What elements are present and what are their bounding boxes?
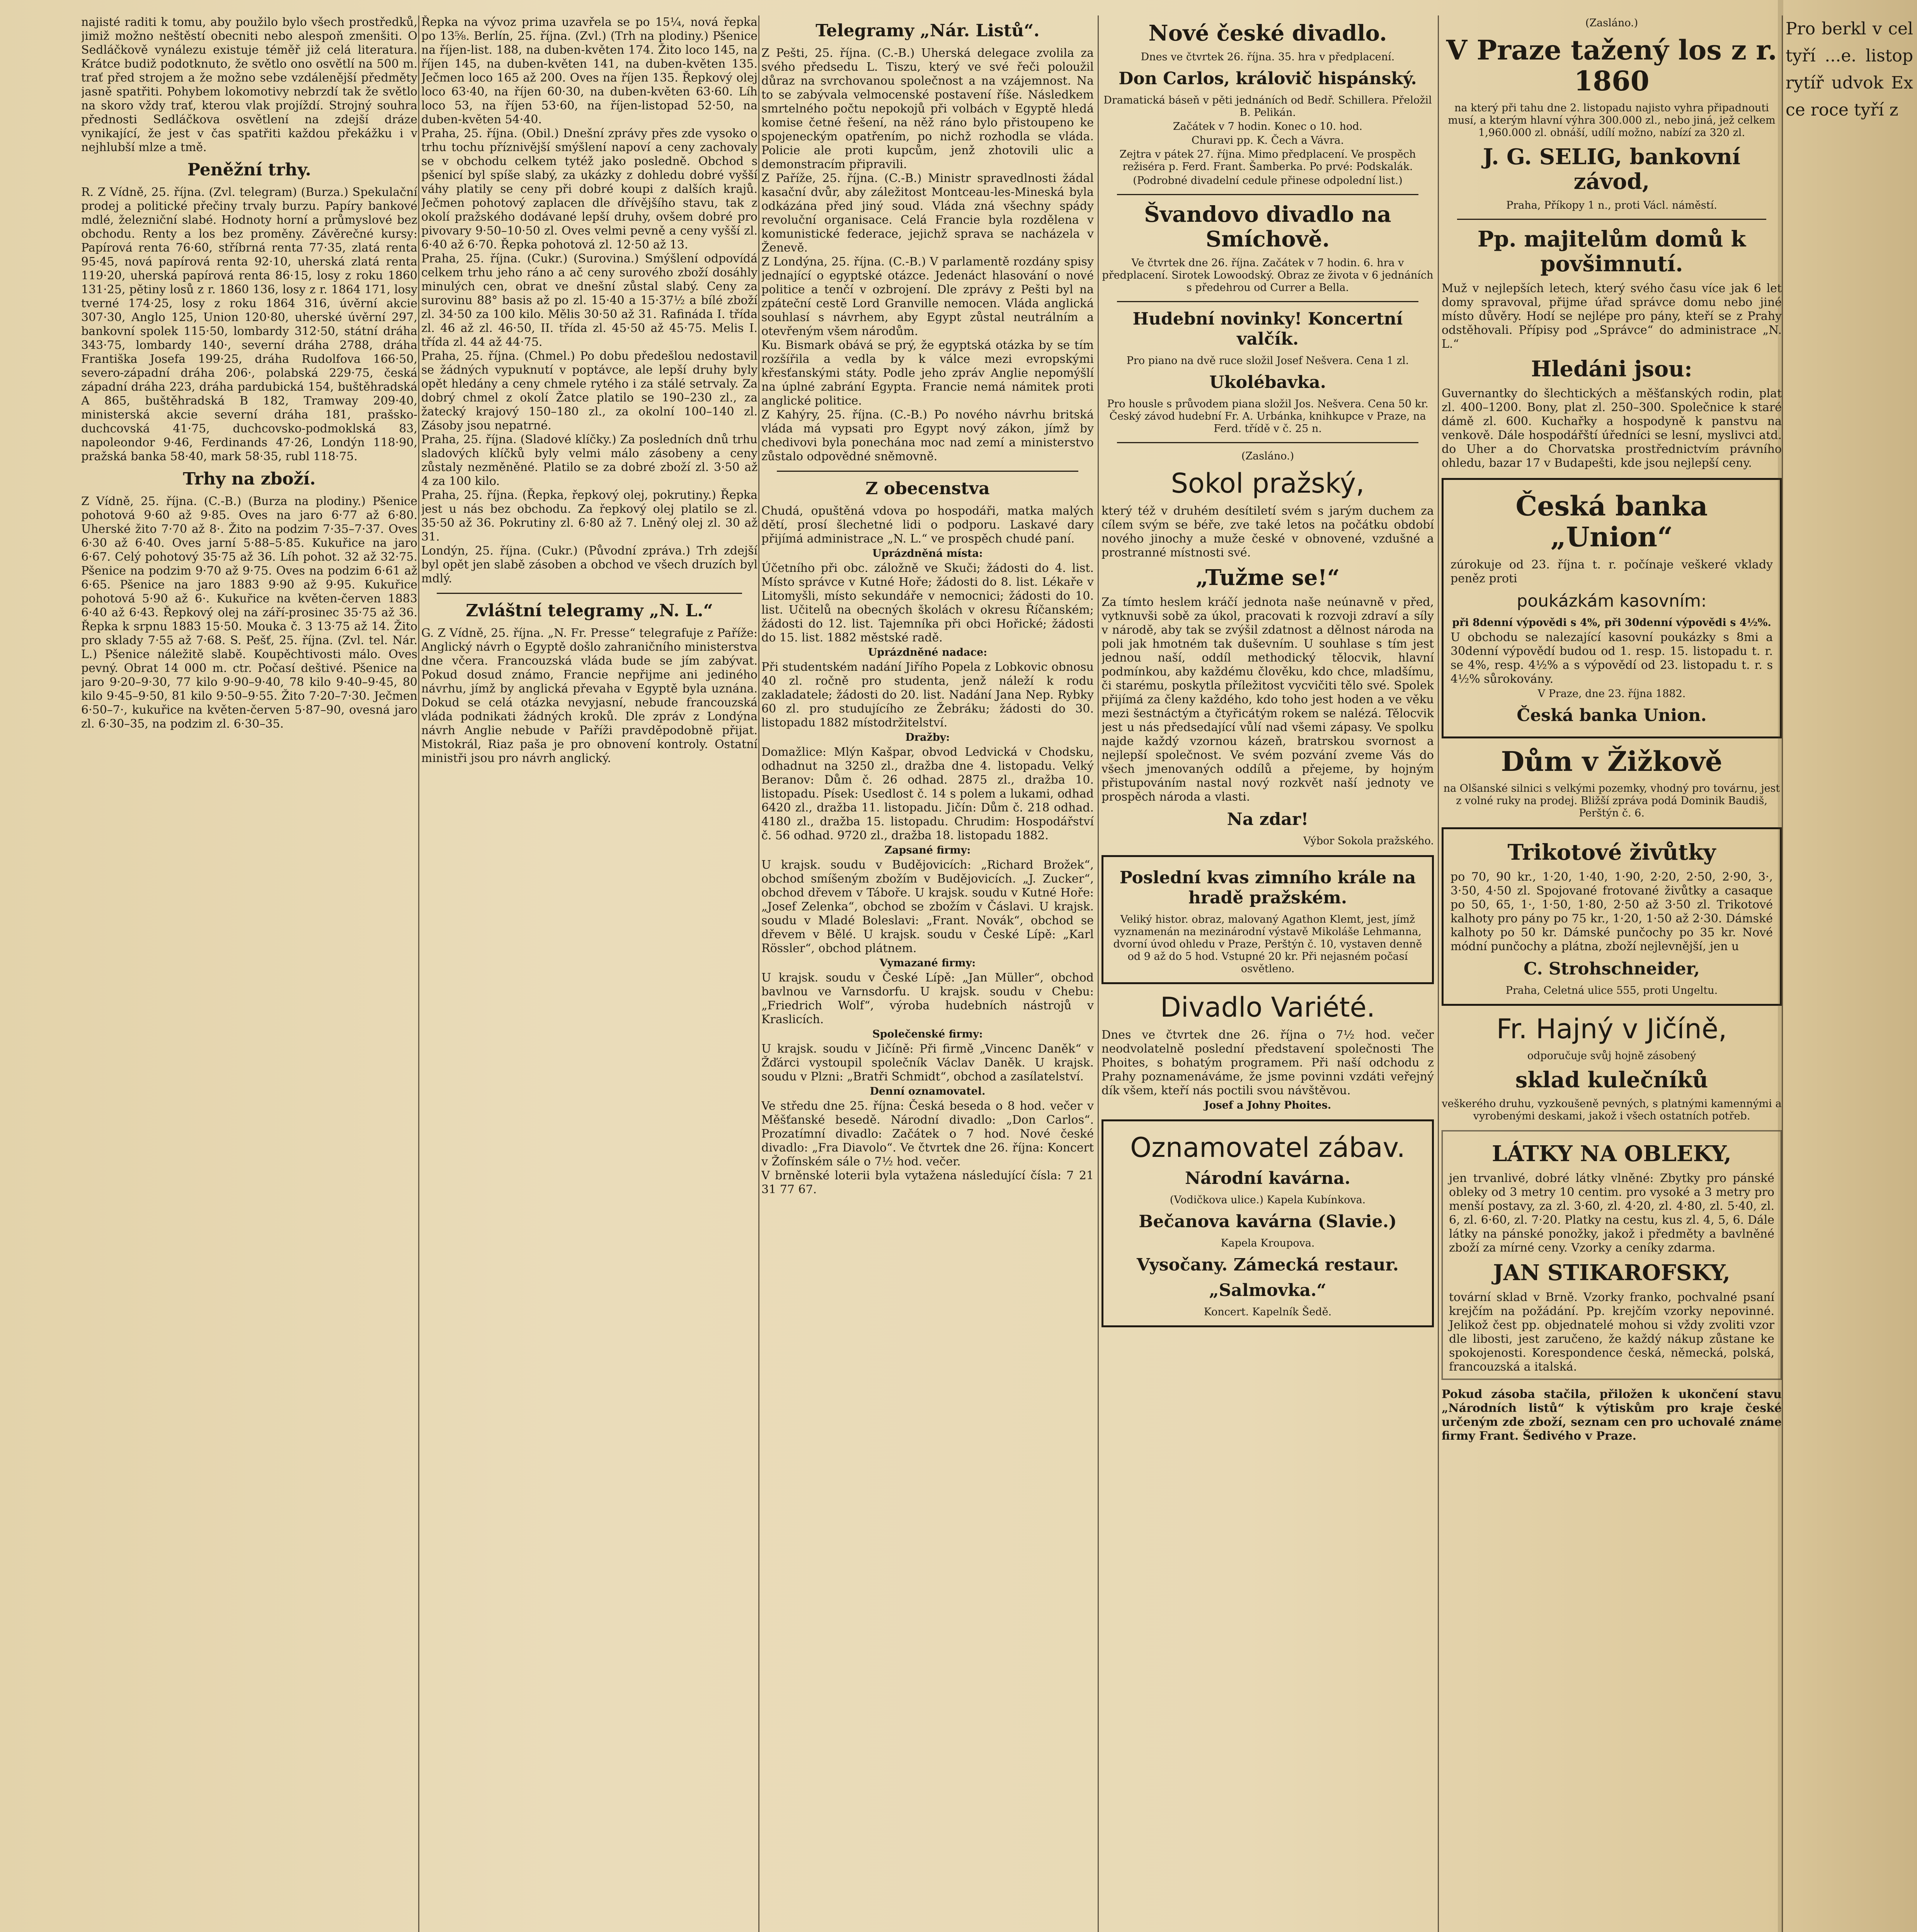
- page-fold: [1778, 0, 1783, 1932]
- bank-union-signature: Česká banka Union.: [1517, 706, 1707, 725]
- article-text: Praha, 25. října. (Cukr.) (Surovina.) Smýšlení odpovídá celkem trhu jeho ráno a ač ceny surového zboží dosáhly minulých cen, obrat ve dnešní zůstal slabý. Ceny za surovinu 88° basis až po zl. 15·40 a 15·37½ a bílé zboží zl. 34·50 za 100 kilo. Mělis 30·50 až 31. Rafináda I. třída zl. 46 až zl. 46·50, II. třída zl. 45·50 až 45·75. Melis I. třída zl. 44 až 44·75.: [421, 252, 758, 349]
- variete-heading: Divadlo Variété.: [1160, 992, 1376, 1023]
- sokol-closing: Na zdar!: [1227, 810, 1309, 829]
- article-text: Praha, 25. října. (Chmel.) Po dobu předešlou nedostavil se žádných vypuknutí v poptávce, ale lepší druhy byly opět hledány a ceny chmele rytého i za stálé setrvaly. Za dobrý chmel z okolí Žatce platilo se 190–230 zl., za žatecký krajový 150–180 zl., za okolní 100–140 zl. Zásoby jsou nepatrné.: [421, 349, 758, 432]
- house-text: na Olšanské silnici s velkými pozemky, vhodný pro továrnu, jest z volné ruky na prodej. Bližší zpráva podá Dominik Baudiš, Perštýn č. 6.: [1443, 782, 1780, 819]
- subheading: Uprázdněná místa:: [872, 548, 983, 560]
- theatre-line: (Podrobné divadelní cedule přinese odpolední list.): [1133, 175, 1403, 187]
- column-3: [761, 15, 1094, 1932]
- divider: [777, 471, 1078, 472]
- cloth-firm: JAN STIKAROFSKY,: [1493, 1260, 1730, 1286]
- section-heading-goods: Trhy na zboží.: [183, 469, 316, 489]
- lottery-text: na který při tahu dne 2. listopadu najisto vyhra připadnouti musí, a kterým hlavní výhra 300.000 zl., nebo jiná, jež celkem 1,960.000 zl. obnáší, udílí možno, nabízí za 320 zl.: [1448, 102, 1776, 139]
- divider: [1117, 442, 1418, 443]
- advert-entertainment: [1102, 1119, 1434, 1327]
- entertainment-heading: Oznamovatel zábav.: [1130, 1132, 1405, 1163]
- bank-union-text: U obchodu se nalezající kasovní poukázky s 8mi a 30denní výpovědí budou od 1. resp. 15. listopadu t. r. se 4%, resp. 4½% a s výpovědí od 23. listopadu t. r. s 4½% sůrokovány.: [1451, 631, 1773, 686]
- notice-text: U krajsk. soudu v České Lípě: „Jan Müller“, obchod bavlnou ve Varnsdorfu. U krajsk. soudu v Chebu: „Friedrich Wolf“, výroba hudebních nástrojů v Kraslicích.: [761, 971, 1094, 1026]
- venue-name: Národní kavárna.: [1185, 1168, 1351, 1188]
- tricot-firm: C. Strohschneider,: [1524, 959, 1700, 979]
- theatre-line: Dnes ve čtvrtek 26. října. 35. hra v předplacení.: [1141, 51, 1395, 63]
- article-text: Řepka na vývoz prima uzavřela se po 15¼, nová řepka po 13⅝. Berlín, 25. října. (Zvl.) (Trh na plodiny.) Pšenice na říjen-list. 188, na duben-květen 174. Žito loco 145, na říjen 145, na duben-květen 141, na duben-květen 135. Ječmen loco 165 až 200. Oves na říjen 135. Řepkový olej loco 63·40, na říjen 60·30, na duben-květen 63·60. Líh loco 53, na říjen 53·60, na říjen-listopad 52·50, na duben-květen 54·40.: [421, 15, 758, 126]
- telegram-text: Z Londýna, 25. října. (C.-B.) V parlamentě rozdány spisy jednající o egyptské otázce. Jedenáct hlasování o nové politice a tenčí v ozbrojení. Dle zprávy z Pešti byl na zpáteční cestě Lord Granville nemocen. Vláda anglická souhlasí s návrhem, aby Egypt zůstal neutrálním a otevřeným všem národům.: [761, 255, 1094, 338]
- theatre-line: Zejtra v pátek 27. října. Mimo předplacení. Ve prospěch režiséra p. Ferd. Frant. Šamberka. Po prvé: Podskalák.: [1119, 148, 1416, 173]
- sokol-heading: Sokol pražský,: [1171, 468, 1365, 499]
- wanted-text: Guvernantky do šlechtických a měšťanských rodin, plat zl. 400–1200. Bony, plat zl. 250–300. Společnice k staré dámě zl. 600. Kuchařky a hospodyně k panstvu na venkově. Dále hospodářští úředníci se lesní, myslivci atd. do Uher a do Chorvatska prostřednictvím právního ohledu, bazar 17 v Budapešti, kde jsou nejlepší ceny.: [1442, 387, 1782, 470]
- article-text: Praha, 25. října. (Sladové klíčky.) Za posledních dnů trhu sladových klíčků byly velmi málo zásobeny a ceny zůstaly nezměněné. Platilo se za dobré zboží zl. 3·50 až 4 za 100 kilo.: [421, 433, 758, 488]
- telegram-text: Z Paříže, 25. října. (C.-B.) Ministr spravedlnosti žádal kasační dvůr, aby záležitost Montceau-les-Mineská byla odkázána před jiný soud. Vláda zná všechny spády revoluční organisace. Celá Francie byla rozdělena v komunistické federace, jejichž sprava se nacházela v Ženevě.: [761, 172, 1094, 255]
- subheading: Společenské firmy:: [872, 1028, 983, 1040]
- venue-name: Vysočany. Zámecká restaur.: [1136, 1255, 1399, 1275]
- subheading: Dražby:: [905, 731, 950, 743]
- sokol-motto: „Tužme se!“: [1195, 565, 1340, 590]
- music-line: Pro piano na dvě ruce složil Josef Nešvera. Cena 1 zl.: [1126, 355, 1409, 367]
- advert-cloth: [1442, 1130, 1782, 1380]
- bank-address: Praha, Příkopy 1 n., proti Václ. náměstí.: [1506, 199, 1717, 211]
- section-heading-telegrams: Zvláštní telegramy „N. L.“: [466, 601, 713, 621]
- tricot-text: po 70, 90 kr., 1·20, 1·40, 1·90, 2·20, 2·50, 2·90, 3·, 3·50, 4·50 zl. Spojované frotované živůtky a casaque po 50, 65, 1·, 1·50, 1·80, 2·50 až 3·50 zl. Trikotové kalhoty pro pány po 75 kr., 1·20, 1·50 až 2·30. Dámské kalhoty po 50 kr. Dámské punčochy po 35 kr. Nové módní punčochy a plátna, zboží nejlevnější, jen u: [1451, 870, 1773, 953]
- column-rule: [1438, 15, 1439, 1932]
- notice-text: Ve středu dne 25. října: Česká beseda o 8 hod. večer v Měšťanské besedě. Národní divadlo: „Don Carlos“. Prozatímní divadlo: Začátek o 7 hod. Nové české divadlo: „Fra Diavolo“. Ve čtvrtek dne 26. října: Koncert v Žofínském sále o 7½ hod. večer.: [761, 1099, 1094, 1168]
- notice-text: Při studentském nadání Jiřího Popela z Lobkovic obnosu 40 zl. ročně pro studenta, jenž náleží k rodu zakladatele; žádosti do 20. list. Nadání Jana Nep. Rybky 60 zl. pro studujícího ze Žebráku; žádosti do 30. listopadu 1882 místodržitelství.: [761, 660, 1094, 730]
- advert-heading: Poslední kvas zimního krále na hradě pražském.: [1119, 868, 1416, 908]
- divider: [1117, 301, 1418, 302]
- column-5: [1442, 15, 1782, 1932]
- telegram-text: Z Pešti, 25. října. (C.-B.) Uherská delegace zvolila za svého předsedu L. Tiszu, který ve své řeči poloužil důraz na svrchovanou společnost a na vzájemnost. Na to se zabývala velmocenské postavení říše. Následkem smrtelného počtu nepokojů při volbách v Egyptě hledá komise četné řešení, na něž ráno bylo přistoupeno ke spojeneckým opatřením, po nichž rozhodla se vláda. Policie ale proti kupcům, jenž zhotovili ulic a demonstracím připravili.: [761, 46, 1094, 171]
- house-heading: Dům v Žižkově: [1501, 745, 1723, 777]
- notice-text: Domažlice: Mlýn Kašpar, obvod Ledvická v Chodsku, odhadnut na 3250 zl., dražba dne 4. listopadu. Velký Beranov: Dům č. 26 odhad. 2875 zl., dražba 10. listopadu. Písek: Usedlost č. 14 s polem a lukami, odhad 6420 zl., dražba 11. listopadu. Jičín: Dům č. 218 odhad. 4180 zl., dražba 15. listopadu. Chrudim: Hospodářství č. 56 odhad. 9720 zl., dražba 18. listopadu 1882.: [761, 745, 1094, 842]
- music-line: Pro housle s průvodem piana složil Jos. Nešvera. Cena 50 kr. Český závod hudební Fr. A. Urbánka, knihkupce v Praze, na Ferd. třídě v č. 25 n.: [1107, 398, 1428, 435]
- theatre-line: Začátek v 7 hodin. Konec o 10. hod.: [1173, 121, 1363, 133]
- tricot-heading: Trikotové živůtky: [1507, 840, 1716, 865]
- advert-bank-union: [1442, 478, 1782, 738]
- cloth-firm-text: tovární sklad v Brně. Vzorky franko, pochvalné psaní krejčím na požádání. Pp. krejčím vzorky nepovinné. Jelikož čest pp. objednatelé mohou si vždy zvoliti vzor dle libosti, jest zaručeno, že každý nákup zůstane ke spokojenosti. Korespondence česká, německá, polská, francouzská a italská.: [1449, 1291, 1774, 1374]
- cloth-heading: LÁTKY NA OBLEKY,: [1492, 1141, 1731, 1167]
- telegram-text: Ku. Bismark obává se prý, že egyptská otázka by se tím rozšířila a vedla by k válce mezi evropskými křesťanskými státy. Podle jeho zpráv Anglie nepomýšlí na úplné zabrání Egypta. Francie nemá námitek proti anglické politice.: [761, 338, 1094, 408]
- billiards-sub: sklad kulečníků: [1515, 1067, 1708, 1093]
- money-market-text: R. Z Vídně, 25. října. (Zvl. telegram) (Burza.) Spekulační prodej a politické přečiny trvaly burzu. Papíry bankové mdlé, železniční slabé. Hodnoty horní a průmyslové bez obchodu. Renty a los bez proměny. Závěrečné kursy: Papírová renta 76·60, stříbrná renta 77·35, zlatá renta 95·45, nová papírová renta 92·10, uherská zlatá renta 119·20, uherská papírová renta 86·15, losy z roku 1860 131·25, pětiny losů z r. 1860 136, losy z r. 1864 171, losy tverné 174·25, losy z roku 1864 316, úvěrní akcie 307·30, Anglo 125, Union 120·80, uherské úvěrní 297, bankovní spolek 115·50, lombardy 312·50, státní dráha 343·75, lombardy 140·, severní dráha 2788, dráha Františka Josefa 199·25, dráha Rudolfova 166·50, severo-západní dráha 206·, polabská 229·75, česká západní dráha 223, dráha pardubická 154, buštěhradská A 865, buštěhradská B 182, Tramway 209·40, ministerská akcie severní dráha 181, prašsko-duchcovská 41·75, duchcovsko-podmoklská 83, napoleondor 9·46, Ferdinands 47·26, Londýn 118·90, pražská banka 58·40, mark 58·35, rubl 118·75.: [81, 185, 417, 463]
- venue-name: Bečanova kavárna (Slavie.): [1139, 1212, 1397, 1231]
- notice-text: Účetního při obc. záložně ve Skuči; žádosti do 4. list. Místo správce v Kutné Hoře; žádosti do 8. list. Lékaře v Litomyšli, místo sekundáře v nemocnici; žádosti do 10. list. Učitelů na obecných školách v okresu Říčanském; žádosti do 12. list. Tajemníka při obci Hořické; žádosti do 15. list. 1882 městské radě.: [761, 561, 1094, 645]
- variete-signature: Josef a Johny Phoites.: [1204, 1099, 1331, 1111]
- venue-name: „Salmovka.“: [1209, 1281, 1326, 1300]
- sent-label: (Zasláno.): [1241, 450, 1294, 462]
- venue-detail: Koncert. Kapelník Šedě.: [1204, 1306, 1332, 1318]
- bank-union-text: zúrokuje od 23. října t. r. počínaje veškeré vklady peněz proti: [1451, 558, 1773, 585]
- closing-notice: Pokud zásoba stačila, přiložen k ukončení stavu „Národních listů“ k výtiskům pro kraje české určeným zde zboží, seznam cen pro uchovalé známe firmy Frant. Šedivého v Praze.: [1442, 1388, 1782, 1443]
- article-text: Praha, 25. října. (Obil.) Dnešní zprávy přes zde vysoko o trhu tochu příznivější smýšlení napoví a ceny zachovaly se v obchodu celkem tytéž jako posledně. Obchod s pšenicí byl spíše slabý, za ukázky z dohledu dobré vyšší váhy platily se ceny při dobré koupi z dalších krajů. Ječmen pohotový zaplacen dle dřívějšího stavu, tak z okolí pražského dodávané lepší druhy, ovšem dobré pro pivovary 9·50–10·50 zl. Oves velmi pevně a ceny vyšší zl. 6·40 až 6·70. Řepka pohotová zl. 12·50 až 13.: [421, 127, 758, 252]
- sokol-signature: Výbor Sokola pražského.: [1303, 835, 1434, 847]
- column-1: [81, 15, 417, 1932]
- billiards-line: odporučuje svůj hojně zásobený: [1527, 1050, 1696, 1062]
- column-rule: [1098, 15, 1099, 1932]
- advert-tricot: [1442, 827, 1782, 1006]
- article-text: Londýn, 25. října. (Cukr.) (Původní zpráva.) Trh zdejší byl opět jen slabě zásoben a obchod ve všech druzích byl mdlý.: [421, 544, 758, 585]
- owners-heading: Pp. majitelům domů k povšimnutí.: [1477, 226, 1746, 277]
- section-heading-money: Peněžní trhy.: [187, 160, 312, 180]
- cut-off-text: Pro berkl v cel tyří ...e. listop rytíř udvok Exce roce tyří z: [1786, 19, 1913, 120]
- play-title: Don Carlos, královič hispánský.: [1119, 69, 1417, 88]
- notice-text: U krajsk. soudu v Budějovicích: „Richard Brožek“, obchod smíšeným zbožím v Budějovicích. „J. Zucker“, obchod dřevem v Táboře. U krajsk. soudu v Kutné Hoře: „Josef Zelenka“, obchod se zbožím v Čáslavi. U krajsk. soudu v Mladé Boleslavi: „Frant. Novák“, obchod se dřevem v Bělé. U krajsk. soudu v České Lípě: „Karl Rössler“, obchod plátnem.: [761, 858, 1094, 955]
- subheading: Uprázdněné nadace:: [868, 646, 987, 658]
- divider: [1457, 219, 1766, 220]
- goods-market-text: Z Vídně, 25. října. (C.-B.) (Burza na plodiny.) Pšenice pohotová 9·60 až 9·85. Oves na jaro 6·77 až 6·80. Uherské žito 7·70 až 8·. Žito na podzim 7·35–7·37. Oves 6·30 až 6·40. Oves jarní 5·88–5·85. Kukuřice na jaro 6·67. Celý pohotový 35·75 až 36. Líh pohot. 32 až 32·75. Pšenice na podzim 9·70 až 9·75. Oves na podzim 6·61 až 6·65. Pšenice na jaro 1883 9·90 až 9·95. Kukuřice pohotová 5·90 až 6·. Kukuřice na květen-červen 1883 6·40 až 6·43. Řepkový olej na září-prosinec 35·75 až 36. Řepka k srpnu 1883 15·50. Mouka č. 3 13·75 až 14. Žito pro sklady 7·55 až 7·68. S. Pešť, 25. října. (Zvl. tel. Nár. L.) Pšenice náležitě slabě. Koupěchtivosti málo. Oves pevný. Obrat 14 000 m. ctr. Počasí deštivé. Pšenice na jaro 9·20–9·30, 77 kilo 9·90–9·40, 78 kilo 9·40–9·45, 80 kilo 9·45–9·50, 81 kilo 9·50–9·55. Žito 7·20–7·30. Ječmen 6·50–7·, kukuřice na květen-červen 5·87–90, ovesná jaro zl. 6·30–35, na podzim zl. 6·30–35.: [81, 495, 417, 731]
- cloth-text: jen trvanlivé, dobré látky vlněné: Zbytky pro pánské obleky od 3 metry 10 centim. pro vysoké a 3 metry pro menší postavy, za zl. 3·60, zl. 4·20, zl. 4·80, zl. 5·40, zl. 6, zl. 6·60, zl. 7·20. Platky na cestu, kus zl. 4, 5, 6. Dále látky na pánské ponožky, jakož i předměty a bavlněné zboží za mírné ceny. Vzorky a ceníky zdarma.: [1449, 1172, 1774, 1255]
- bank-union-rates: při 8denní výpovědi s 4%, při 30denní výpovědi s 4½%.: [1452, 617, 1771, 629]
- theatre-heading: Nové české divadlo.: [1148, 20, 1387, 46]
- column-6-fragment: [1786, 15, 1913, 1932]
- public-text: Chudá, opuštěná vdova po hospodáři, matka malých dětí, prosí šlechetné lidi o podporu. Laskavé dary přijímá administrace „N. L.“ ve prospěch chudé paní.: [761, 504, 1094, 546]
- wanted-heading: Hledáni jsou:: [1531, 356, 1692, 382]
- sokol-text: který též v druhém desítiletí svém s jarým duchem za cílem svým se béře, zve také letos na počátku období nového jinochy a muže české v obnovené, vzdušné a prostranné místnosti své.: [1102, 504, 1434, 560]
- lottery-heading: V Praze tažený los z r. 1860: [1446, 34, 1777, 97]
- billiards-text: veškerého druhu, vyzkoušeně pevných, s platnými kamennými a vyrobenými deskami, jakož i všech ostatních potřeb.: [1442, 1098, 1782, 1122]
- variete-text: Dnes ve čtvrtek dne 26. října o 7½ hod. večer neodvolatelně poslední představení společnosti The Phoites, s bohatým programem. Při naší odchodu z Prahy poznamenáváme, že jsme povinni vzdáti veřejný dík všem, kteří nás poctili svou návštěvou.: [1102, 1028, 1434, 1097]
- venue-detail: Kapela Kroupova.: [1221, 1237, 1315, 1249]
- theatre-heading: Švandovo divadlo na Smíchově.: [1144, 202, 1391, 252]
- column-4: [1102, 15, 1434, 1932]
- section-heading-public: Z obecenstva: [865, 479, 990, 498]
- article-text: najisté raditi k tomu, aby použilo bylo všech prostředků, jimiž možno neštěstí obecniti nebo alespoň zmenšiti. O Sedláčkově vynálezu existuje téměř již celá literatura. Krátce budiž podotknuto, že světlo ono osvětlí na 500 m. trať před strojem a že možno sebe vzdálenější předměty jasně spatřiti. Pohybem lokomotivy nebrzdí tak že světlo na skoro vždy trať, kterou vlak projíždí. Strojný souhra přednosti Sedláčkova osvětlení na zdejší dráze vynikající, že jest v čas spatřiti každou překážku i v nejhlubší mlze a tmě.: [81, 15, 417, 154]
- billiards-heading: Fr. Hajný v Jičíně,: [1496, 1013, 1727, 1045]
- telegram-text: Z Kahýry, 25. října. (C.-B.) Po nového návrhu britská vláda má vypsati pro Egypt nový zákon, jímž by chedivovi byla ponechána moc nad zemí a ministerstvo zůstalo odpovědné sněmovně.: [761, 408, 1094, 463]
- theatre-line: Churavi pp. K. Čech a Vávra.: [1191, 134, 1344, 146]
- subheading: Zapsané firmy:: [884, 844, 971, 856]
- column-rule: [758, 15, 759, 1932]
- column-2: [421, 15, 758, 1932]
- article-text: Praha, 25. října. (Řepka, řepkový olej, pokrutiny.) Řepka jest u nás bez obchodu. Za řepkový olej platilo se zl. 35·50 až 36. Pokrutiny zl. 6·80 až 7. Lněný olej zl. 30 až 31.: [421, 488, 758, 544]
- bank-union-sub: poukázkám kasovním:: [1517, 591, 1707, 611]
- divider: [1117, 194, 1418, 195]
- owners-text: Muž v nejlepších letech, který svého času více jak 6 let domy spravoval, přijme úřad správce domu nebo jiné místo důvěry. Hodí se nejlépe pro pány, kteří se z Prahy odstěhovali. Přípisy pod „Správce“ do administrace „N. L.“: [1442, 282, 1782, 351]
- bank-union-heading: Česká banka „Union“: [1515, 490, 1708, 553]
- sent-label: (Zasláno.): [1585, 17, 1638, 29]
- lottery-text: V brněnské loterii byla vytažena následující čísla: 7 21 31 77 67.: [761, 1169, 1094, 1196]
- bank-heading: J. G. SELIG, bankovní závod,: [1483, 144, 1741, 194]
- column-rule: [418, 15, 419, 1932]
- theatre-line: Dramatická báseň v pěti jednáních od Bedř. Schillera. Přeložil B. Pelikán.: [1103, 94, 1432, 119]
- section-heading-telegrams: Telegramy „Nár. Listů“.: [815, 21, 1040, 41]
- divider: [437, 593, 742, 594]
- bank-union-date: V Praze, dne 23. října 1882.: [1537, 688, 1686, 700]
- notice-text: U krajsk. soudu v Jičíně: Při firmě „Vincenc Daněk“ v Žďárci vystoupil společník Václav Daněk. U krajsk. soudu v Plzni: „Bratři Schmidt“, obchod a zasílatelství.: [761, 1042, 1094, 1083]
- venue-detail: (Vodičkova ulice.) Kapela Kubínkova.: [1170, 1194, 1366, 1206]
- advert-text: Veliký histor. obraz, malovaný Agathon Klemt, jest, jímž vyznamenán na mezinárodní výstavě Mikoláše Lehmanna, dvorní úvod ohledu v Praze, Perštýn č. 10, vystaven denně od 9 až do 5 hod. Vstupné 20 kr. Při nejasném počasí osvětleno.: [1113, 913, 1422, 975]
- subheading: Denní oznamovatel.: [870, 1085, 986, 1097]
- tricot-address: Praha, Celetná ulice 555, proti Ungeltu.: [1505, 985, 1718, 997]
- subheading: Vymazané firmy:: [879, 957, 976, 969]
- telegram-text: G. Z Vídně, 25. října. „N. Fr. Presse“ telegrafuje z Paříže: Anglický návrh o Egyptě došlo zahraničního ministerstva dne včera. Francouzská vláda bude se jím zabývat. Pokud dosud známo, Francie nepřijme ani jediného návrhu, jímž by anglická převaha v Egyptě byla uznána. Dokud se celá otázka nevyjasní, nebude francouzská vláda podnikati žádných kroků. Dle zpráv z Londýna návrh Anglie nebude v Paříži pravděpodobně přijat. Mistokrál, Riaz paša je pro obnovení kontroly. Ostatní ministři jsou pro návrh anglický.: [421, 626, 758, 765]
- sokol-text: Za tímto heslem kráčí jednota naše neúnavně v před, vytknuvši sobě za úkol, pracovati k rozvoji zdraví a síly v národě, aby tak se zvýšil zdatnost a dělnost národa na poli jak hmotném tak duševním. U souhlase s tím jest jednou naší, oddíl methodický tělocvik, hlavní podmínkou, aby každému člověku, kdo chce, mladšímu, či starému, poskytla příležitost vycvičiti tělo své. Spolek přijímá za členy každého, kdo toho jest hoden a ve věku mezi šestnáctým a čtyřicátým rokem se nalézá. Tělocvik jest u nás předsedající vůlí nad všemi zápasy. Ve spolku najde každý vzornou kázeň, bratrskou svornost a nejlepší společnost. Ve svém pozvání zveme Vás do všech jmenovaných oddílů a přejeme, by hojným přistupováním nastal nový rozkvět naší jednoty ve prospěch národa a vlasti.: [1102, 595, 1434, 804]
- advert-painting: [1102, 855, 1434, 984]
- music-heading: Hudební novinky! Koncertní valčík.: [1132, 309, 1403, 349]
- music-heading: Ukolébavka.: [1209, 372, 1326, 392]
- theatre-line: Ve čtvrtek dne 26. října. Začátek v 7 hodin. 6. hra v předplacení. Sirotek Lowoodský. Obraz ze života v 6 jednáních s předehrou od Currer a Bella.: [1102, 257, 1433, 294]
